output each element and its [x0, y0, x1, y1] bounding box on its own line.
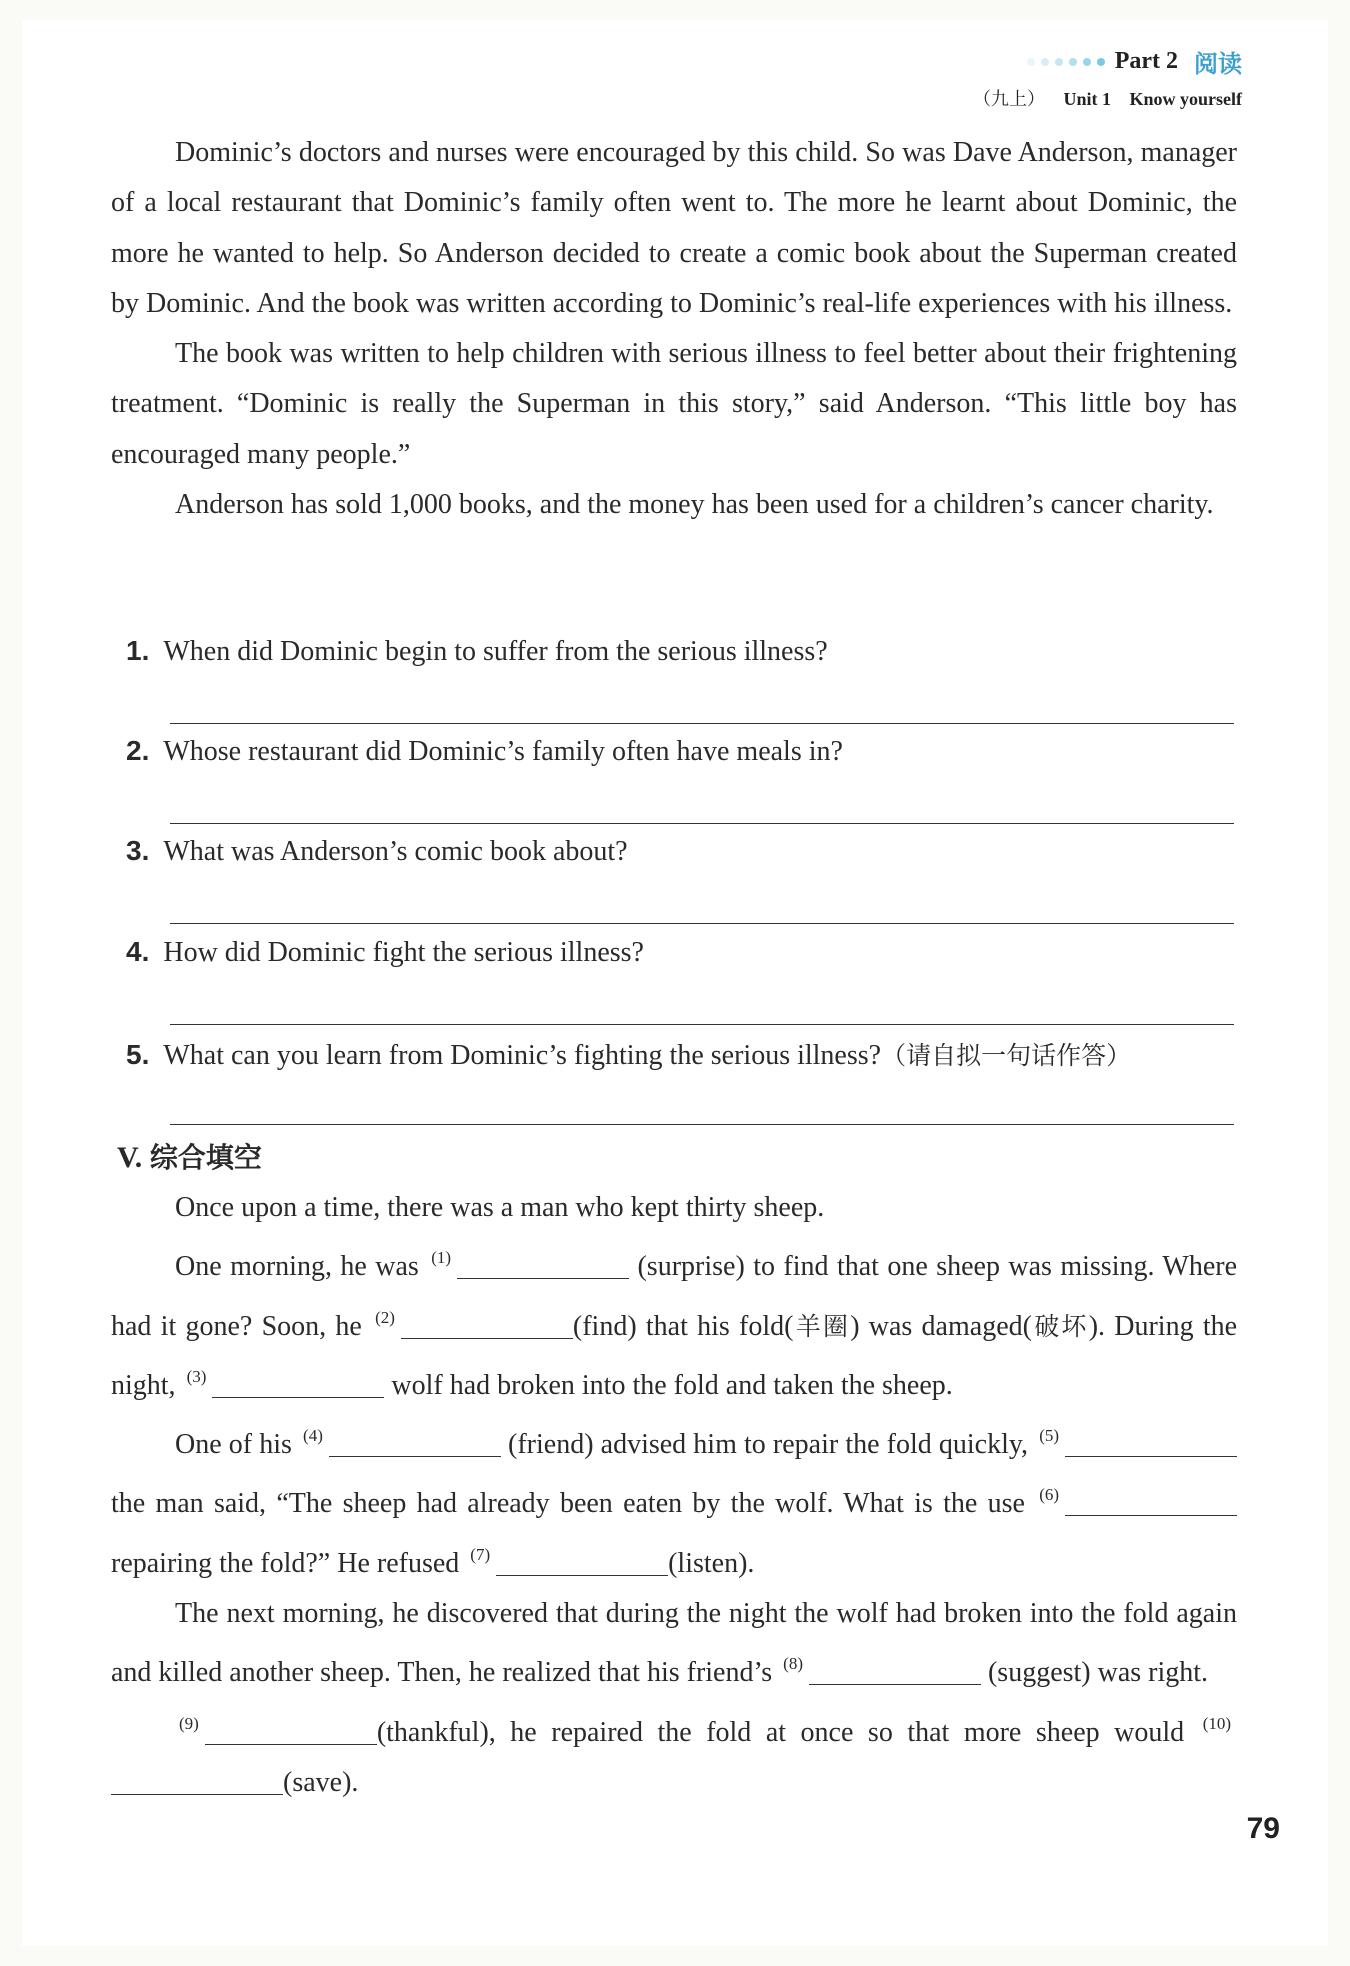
blank-number: (8)	[783, 1654, 803, 1674]
blank-number: (5)	[1039, 1426, 1060, 1446]
answer-line[interactable]	[170, 1080, 1234, 1125]
blank-10[interactable]	[111, 1768, 283, 1795]
blank-1[interactable]	[457, 1252, 629, 1279]
question-1	[126, 635, 1236, 724]
blank-number: (7)	[470, 1544, 491, 1564]
blank-2[interactable]	[401, 1312, 573, 1339]
question-text: How did Dominic fight the serious illness?	[163, 937, 644, 968]
answer-line[interactable]	[170, 779, 1234, 824]
blank-4[interactable]	[329, 1430, 501, 1457]
part-label: Part 2	[1114, 48, 1178, 74]
blank-number: (10)	[1202, 1713, 1232, 1733]
blank-7[interactable]	[496, 1549, 668, 1576]
question-text: What can you learn from Dominic’s fighting the serious illness?	[163, 1040, 882, 1071]
answer-line[interactable]	[170, 679, 1234, 724]
blank-number: (4)	[303, 1426, 323, 1446]
cloze-paragraph: Once upon a time, there was a man who kept thirty sheep.	[175, 1192, 825, 1223]
question-5	[126, 1036, 1236, 1125]
question-2	[126, 735, 1236, 824]
blank-number: (2)	[375, 1307, 395, 1327]
question-number: 5.	[126, 1039, 150, 1070]
question-text: When did Dominic begin to suffer from the serious illness?	[163, 636, 828, 667]
part-chinese-label: 阅读	[1194, 50, 1242, 78]
blank-9[interactable]	[205, 1718, 377, 1745]
cloze-paragraph: The next morning, he discovered that during the night the wolf had broken into the fold again and killed another sheep. Then, he realized that his friend’s $^{(8)}$ (suggest) was right.	[111, 1598, 1237, 1689]
question-number: 2.	[126, 735, 150, 766]
blank-number: (6)	[1039, 1485, 1060, 1505]
page-header	[973, 44, 1242, 111]
page-number: 79	[1246, 1812, 1280, 1845]
unit-label: Unit 1	[1063, 89, 1111, 109]
header-dots-decoration	[1027, 58, 1105, 66]
question-3	[126, 835, 1236, 924]
blank-number: (1)	[431, 1248, 452, 1268]
question-number: 1.	[126, 635, 150, 666]
section-title	[117, 1136, 262, 1176]
blank-3[interactable]	[212, 1371, 384, 1398]
section-title-text: 综合填空	[149, 1141, 262, 1174]
question-note: （请自拟一句话作答）	[881, 1041, 1132, 1070]
blank-number: (9)	[179, 1713, 199, 1733]
cloze-passage	[111, 1183, 1237, 1808]
question-number: 3.	[126, 835, 150, 866]
answer-line[interactable]	[170, 980, 1234, 1025]
passage-paragraph: The book was written to help children with serious illness to feel better about their frightening treatment. “Dominic is really the Superman in this story,” said Anderson. “This little boy has encouraged many people.”	[111, 338, 1237, 470]
blank-5[interactable]	[1065, 1430, 1237, 1457]
unit-title: Know yourself	[1129, 89, 1242, 109]
grade-label: （九上）	[972, 89, 1045, 110]
question-text: What was Anderson’s comic book about?	[163, 836, 628, 867]
reading-passage	[111, 128, 1237, 530]
cloze-paragraph: $^{(9)}$ (thankful), he repaired the fold at once so that more sheep would $^{(10)}$(save).	[111, 1699, 1237, 1809]
question-text: Whose restaurant did Dominic’s family often have meals in?	[163, 736, 843, 767]
cloze-paragraph: One morning, he was $^{(1)}$ (surprise) to find that one sheep was missing. Where had it gone? Soon, he $^{(2)}$ (find) that his fold(羊圈) was damaged(破坏). During the night, $^{(3)}$ wolf had broken into the fold and taken the sheep.	[111, 1248, 1238, 1401]
blank-8[interactable]	[809, 1658, 981, 1685]
section-number: V.	[117, 1141, 143, 1174]
blank-6[interactable]	[1065, 1489, 1237, 1516]
answer-line[interactable]	[170, 879, 1234, 924]
question-4	[126, 936, 1236, 1025]
question-number: 4.	[126, 936, 150, 967]
cloze-paragraph: One of his $^{(4)}$ (friend) advised him to repair the fold quickly, $^{(5)}$ the man said, “The sheep had already been eaten by the wolf. What is the use $^{(6)}$ repairing the fold?” He refused $^{(7)}$ (listen).	[111, 1411, 1237, 1589]
passage-paragraph: Anderson has sold 1,000 books, and the money has been used for a children’s cancer charity.	[175, 489, 1214, 521]
passage-paragraph: Dominic’s doctors and nurses were encouraged by this child. So was Dave Anderson, manager of a local restaurant that Dominic’s family often went to. The more he learnt about Dominic, the more he wanted to help. So Anderson decided to create a comic book about the Superman created by Dominic. And the book was written according to Dominic’s real-life experiences with his illness.	[111, 137, 1237, 319]
blank-number: (3)	[186, 1366, 207, 1386]
